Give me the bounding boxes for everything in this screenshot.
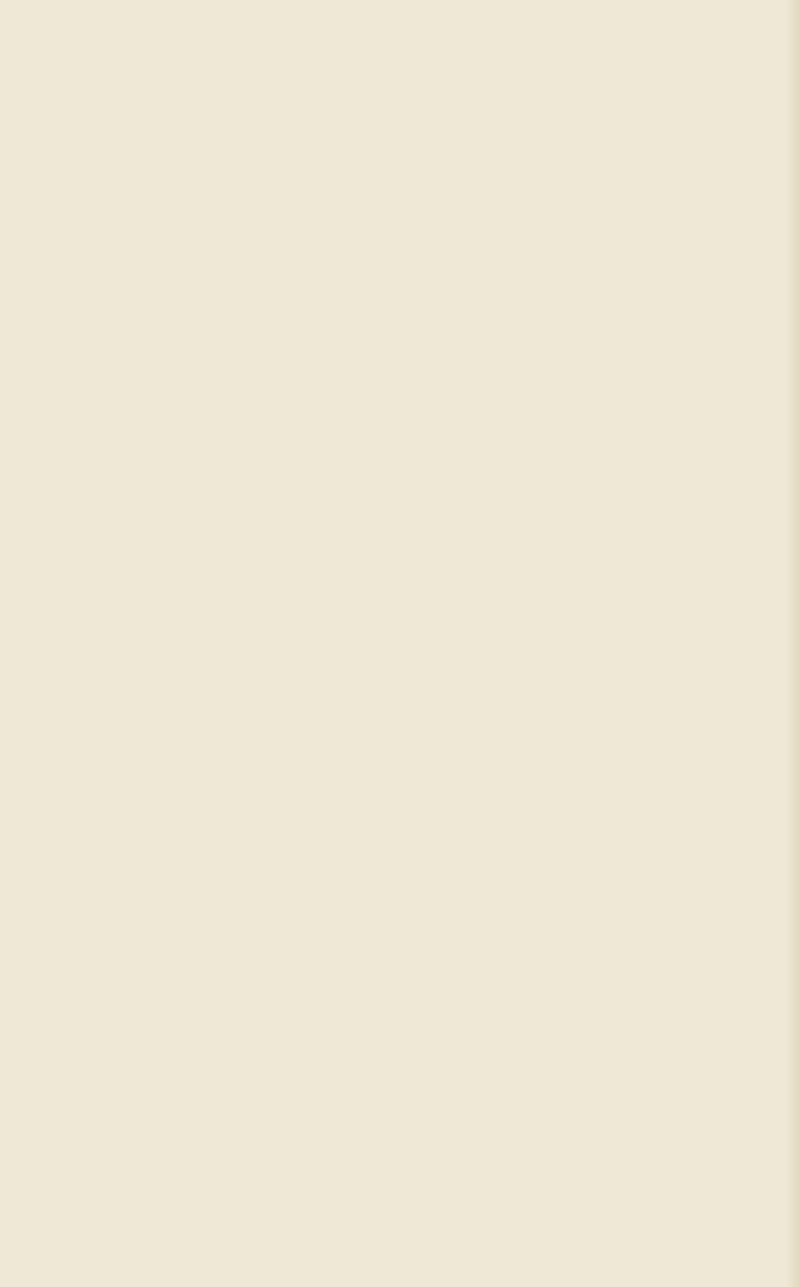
- entry-row: [60, 545, 760, 579]
- running-header: [80, 60, 780, 96]
- entry-row: [60, 324, 760, 358]
- entry-row: [60, 834, 760, 868]
- entry-continuation: [60, 1216, 760, 1250]
- entry-row: [60, 1248, 760, 1282]
- page-edge: [786, 0, 800, 1287]
- entry-row: [60, 698, 760, 732]
- entry-row: [60, 361, 760, 395]
- entry-continuation: [60, 1025, 760, 1059]
- entry-continuation: [60, 733, 760, 767]
- entry-row: [60, 509, 760, 543]
- entry-row: [60, 1152, 760, 1186]
- entry-row: [60, 1184, 760, 1218]
- entry-row: [60, 1120, 760, 1154]
- entry-row: [60, 990, 760, 1024]
